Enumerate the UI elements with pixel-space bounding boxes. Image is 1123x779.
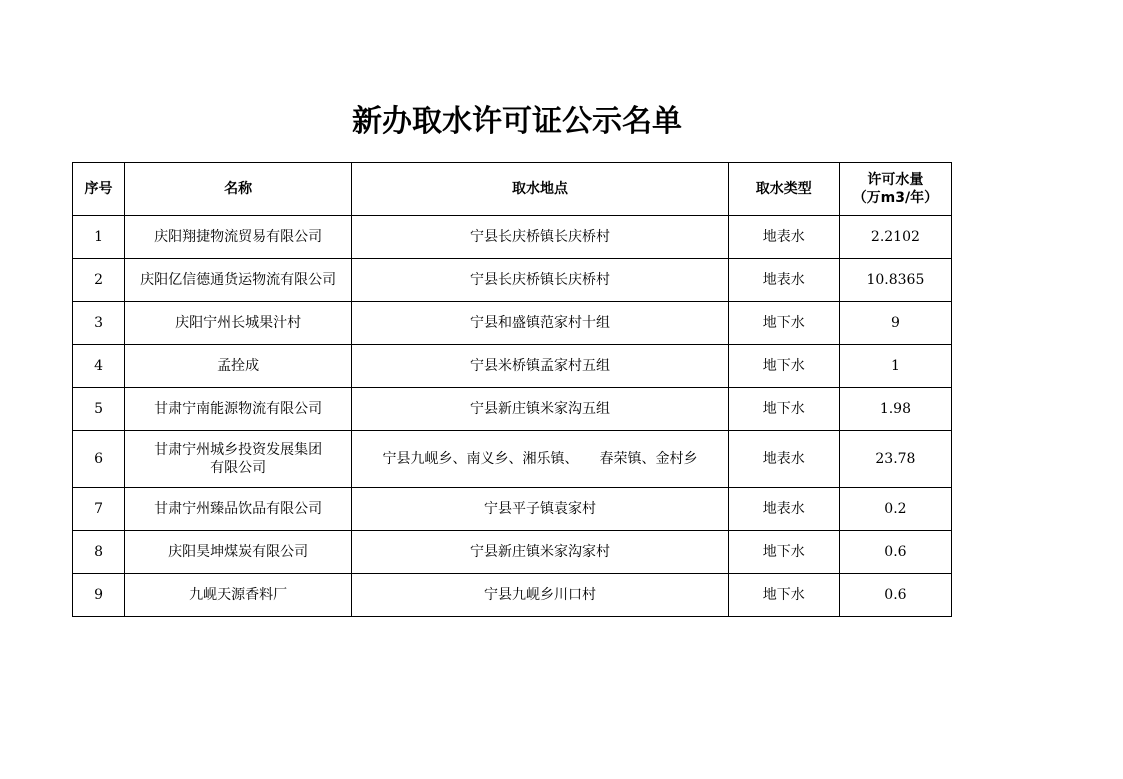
cell-type: 地下水 <box>728 345 839 388</box>
cell-place: 宁县米桥镇孟家村五组 <box>352 345 728 388</box>
cell-place: 宁县九岘乡川口村 <box>352 574 728 617</box>
cell-place: 宁县新庄镇米家沟家村 <box>352 531 728 574</box>
cell-name-text: 甘肃宁州城乡投资发展集团有限公司 <box>154 442 323 476</box>
table-row <box>73 216 952 259</box>
cell-index: 2 <box>73 259 125 302</box>
cell-amount: 9 <box>839 302 951 345</box>
permit-table <box>72 162 952 617</box>
cell-amount: 0.6 <box>839 531 951 574</box>
table-row <box>73 488 952 531</box>
column-header-name: 名称 <box>125 163 352 216</box>
cell-type: 地下水 <box>728 574 839 617</box>
table-row <box>73 574 952 617</box>
column-header-index: 序号 <box>73 163 125 216</box>
cell-type: 地下水 <box>728 388 839 431</box>
cell-name <box>125 431 352 488</box>
cell-place: 宁县长庆桥镇长庆桥村 <box>352 216 728 259</box>
cell-name: 庆阳昊坤煤炭有限公司 <box>125 531 352 574</box>
cell-index: 7 <box>73 488 125 531</box>
cell-index: 9 <box>73 574 125 617</box>
cell-place: 宁县长庆桥镇长庆桥村 <box>352 259 728 302</box>
column-header-amount <box>839 163 951 216</box>
cell-type: 地表水 <box>728 431 839 488</box>
cell-type: 地下水 <box>728 531 839 574</box>
cell-index: 1 <box>73 216 125 259</box>
cell-name: 孟拴成 <box>125 345 352 388</box>
cell-name: 甘肃宁南能源物流有限公司 <box>125 388 352 431</box>
table-row <box>73 302 952 345</box>
table-row <box>73 259 952 302</box>
cell-index: 4 <box>73 345 125 388</box>
cell-index: 3 <box>73 302 125 345</box>
cell-amount: 10.8365 <box>839 259 951 302</box>
column-header-place: 取水地点 <box>352 163 728 216</box>
table-header-row <box>73 163 952 216</box>
cell-index: 6 <box>73 431 125 488</box>
cell-place: 宁县和盛镇范家村十组 <box>352 302 728 345</box>
cell-name: 庆阳亿信德通货运物流有限公司 <box>125 259 352 302</box>
table-row <box>73 388 952 431</box>
cell-place: 宁县平子镇袁家村 <box>352 488 728 531</box>
page-title: 新办取水许可证公示名单 <box>352 104 682 139</box>
column-header-amount-label: 许可水量 <box>867 172 924 188</box>
cell-name: 庆阳宁州长城果汁村 <box>125 302 352 345</box>
cell-name: 庆阳翔捷物流贸易有限公司 <box>125 216 352 259</box>
table-row <box>73 531 952 574</box>
cell-place: 宁县九岘乡、南义乡、湘乐镇、 春荣镇、金村乡 <box>352 431 728 488</box>
column-header-type: 取水类型 <box>728 163 839 216</box>
cell-index: 8 <box>73 531 125 574</box>
table-row <box>73 345 952 388</box>
cell-index: 5 <box>73 388 125 431</box>
cell-type: 地表水 <box>728 488 839 531</box>
column-header-amount-unit: （万m3/年） <box>852 190 939 206</box>
cell-amount: 2.2102 <box>839 216 951 259</box>
cell-amount: 0.6 <box>839 574 951 617</box>
cell-name: 甘肃宁州臻品饮品有限公司 <box>125 488 352 531</box>
cell-amount: 1 <box>839 345 951 388</box>
cell-type: 地表水 <box>728 216 839 259</box>
cell-amount: 23.78 <box>839 431 951 488</box>
cell-amount: 0.2 <box>839 488 951 531</box>
cell-type: 地下水 <box>728 302 839 345</box>
cell-type: 地表水 <box>728 259 839 302</box>
table-row <box>73 431 952 488</box>
cell-place: 宁县新庄镇米家沟五组 <box>352 388 728 431</box>
cell-name: 九岘天源香料厂 <box>125 574 352 617</box>
cell-amount: 1.98 <box>839 388 951 431</box>
